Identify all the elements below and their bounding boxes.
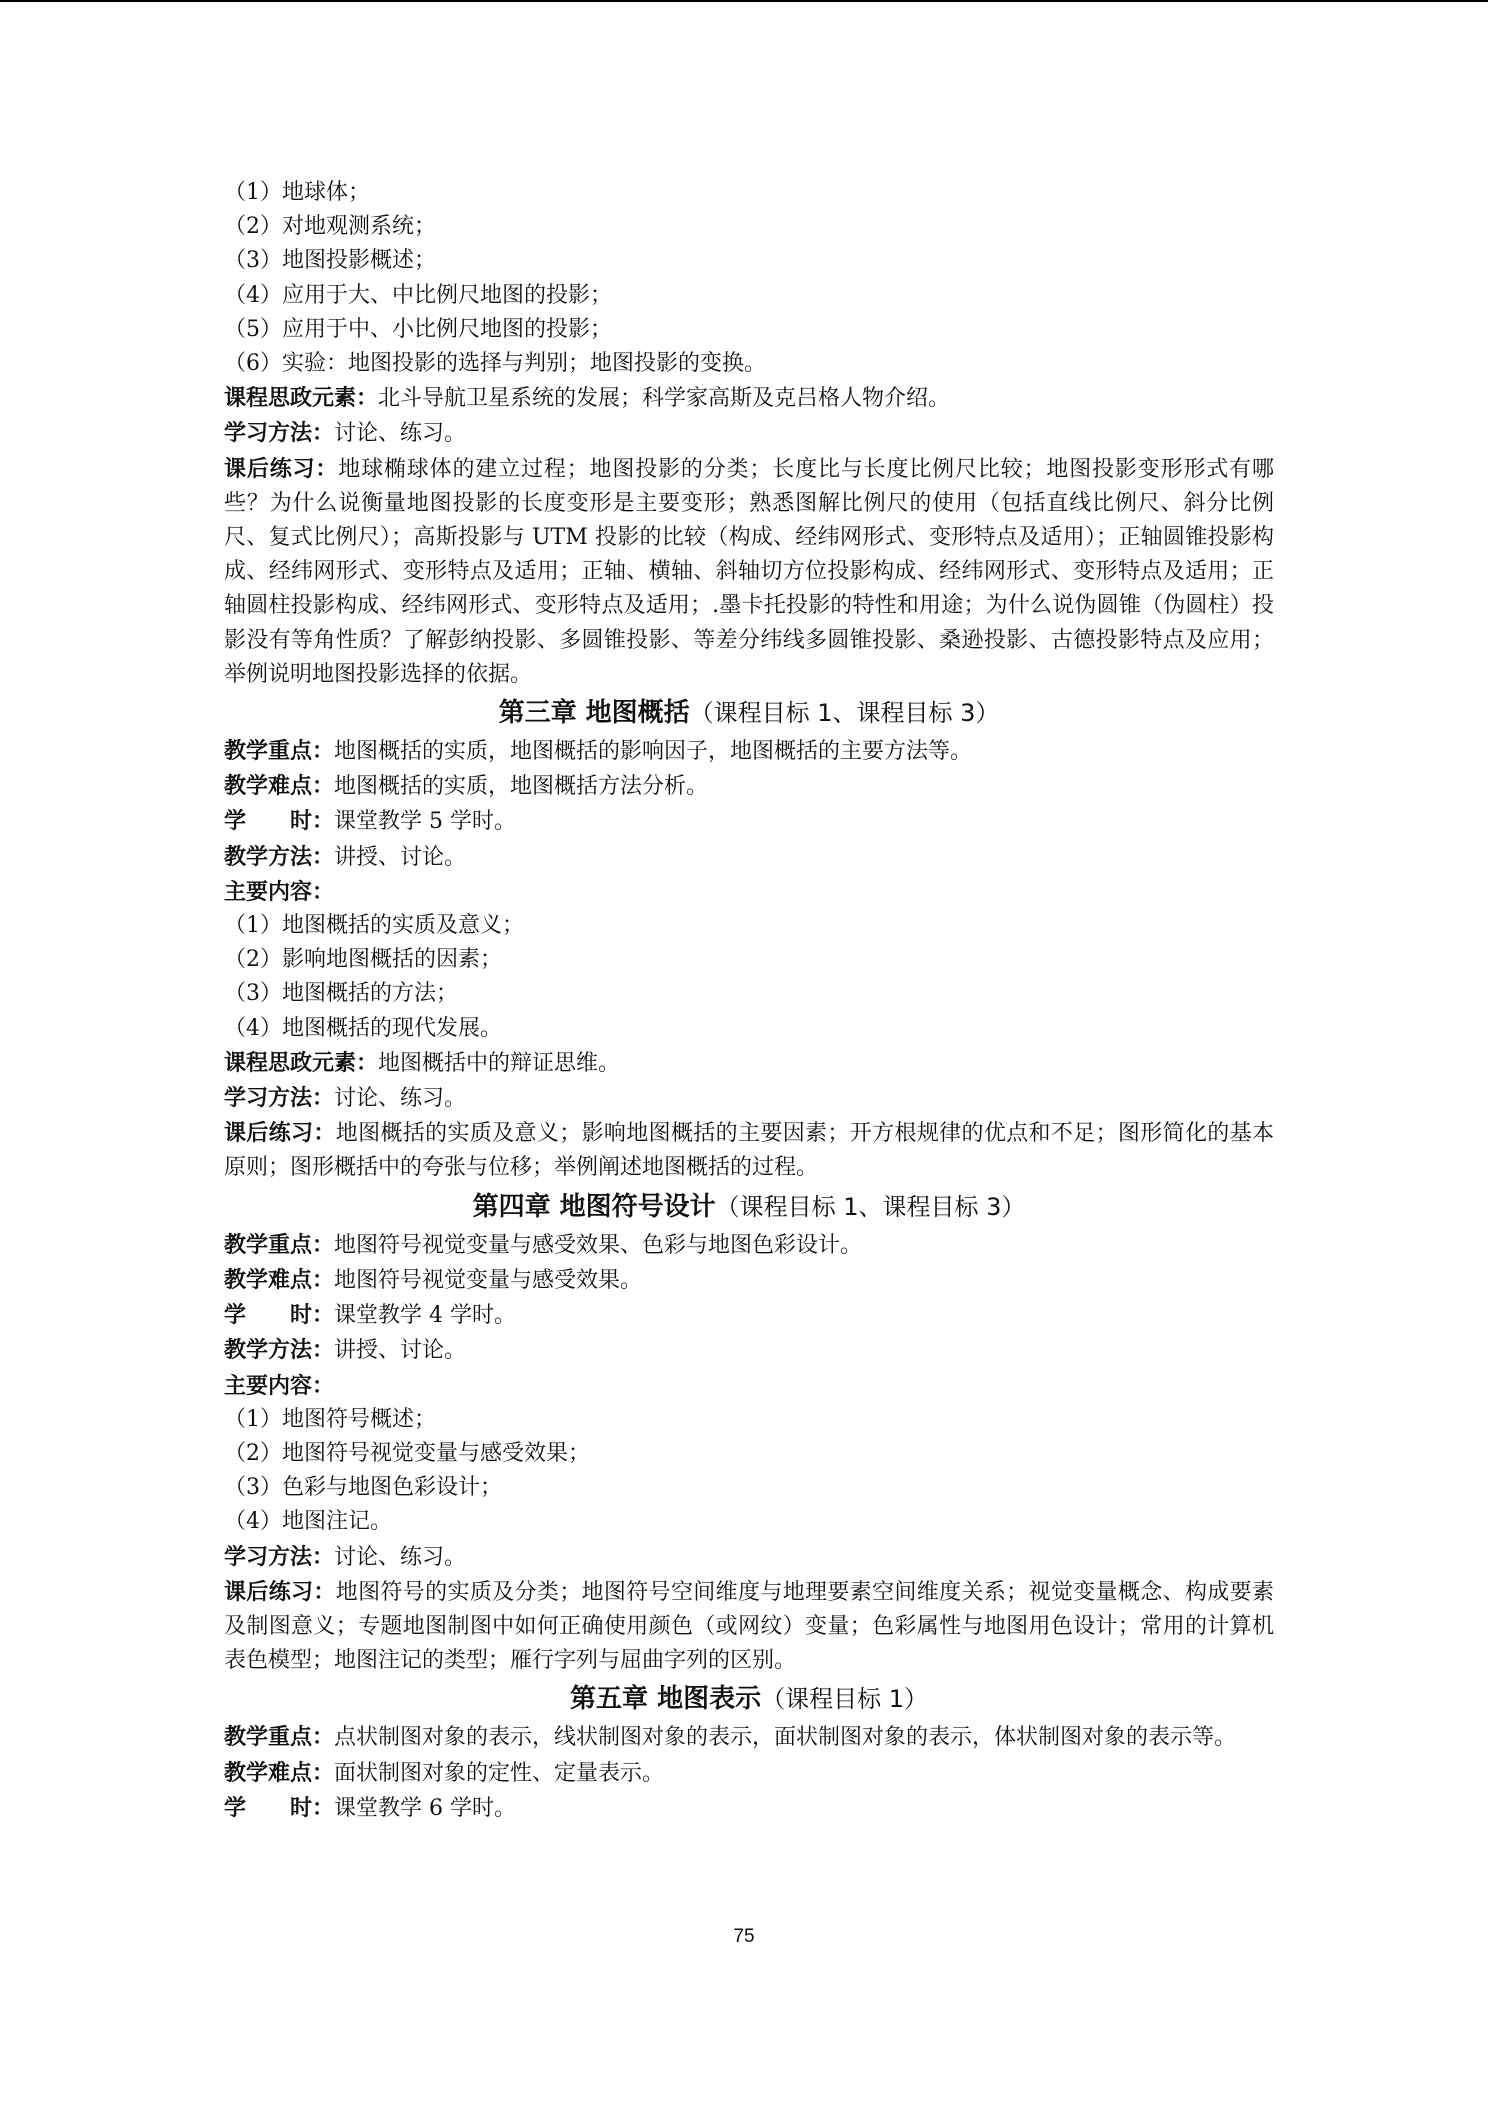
field-value: 点状制图对象的表示，线状制图对象的表示，面状制图对象的表示，体状制图对象的表示等。	[334, 1725, 1237, 1751]
list-item: （2）地图符号视觉变量与感受效果；	[224, 1440, 590, 1466]
field-value: 讲授、讨论。	[334, 1338, 467, 1364]
ch3-diff	[224, 769, 1274, 804]
field-value: 课堂教学 5 学时。	[334, 809, 516, 835]
chapter-goal: （课程目标 1）	[761, 1685, 928, 1714]
ch5-hours	[224, 1791, 1274, 1826]
chapter-title: 第四章 地图符号设计	[472, 1191, 716, 1222]
chapter-goal: （课程目标 1、课程目标 3）	[715, 1192, 1026, 1221]
list-item: （2）影响地图概括的因素；	[224, 947, 502, 973]
field-label: 教学难点：	[224, 1759, 335, 1786]
field-value: 地球椭球体的建立过程；地图投影的分类；长度比与长度比例尺比较；地图投影变形形式有哪些？为什么说衡量地图投影的长度变形是主要变形；熟悉图解比例尺的使用（包括直线比例尺、斜分比例尺、复式比例尺）；高斯投影与 UTM 投影的比较（构成、经纬网形式、变形特点及适用）；正轴圆锥投影构成、经纬网形式、变形特点及适用；正轴、横轴、斜轴切方位投影构成、经纬网形式、变形特点及适用；正轴圆柱投影构成、经纬网形式、变形特点及适用；.墨卡托投影的特性和用途；为什么说伪圆锥（伪圆柱）投影没有等角性质？了解彭纳投影、多圆锥投影、等差分纬线多圆锥投影、桑逊投影、古德投影特点及应用；举例说明地图投影选择的依据。	[224, 456, 1274, 687]
ch4-content-label: 主要内容：	[224, 1372, 335, 1399]
list-item: （4）地图概括的现代发展。	[224, 1015, 502, 1041]
ch4-exercise	[224, 1575, 1274, 1679]
ch2-method	[224, 416, 1274, 451]
ch3-method	[224, 1081, 1274, 1116]
field-label: 教学重点：	[224, 738, 335, 765]
field-value: 地图概括中的辩证思维。	[378, 1050, 621, 1076]
field-label: 课程思政元素：	[224, 385, 379, 412]
list-item: （3）地图投影概述；	[224, 248, 436, 274]
field-label: 学 时：	[224, 1794, 335, 1821]
field-label: 学习方法：	[224, 420, 335, 447]
field-value: 讨论、练习。	[334, 1086, 467, 1112]
chapter-title: 第五章 地图表示	[570, 1684, 762, 1715]
ch3-teach	[224, 840, 1274, 875]
field-label: 课后练习：	[224, 455, 339, 482]
field-label: 学 时：	[224, 808, 335, 835]
list-item: （4）地图注记。	[224, 1509, 392, 1535]
ch2-exercise	[224, 452, 1274, 692]
field-label: 课后练习：	[224, 1120, 336, 1147]
field-value: 面状制图对象的定性、定量表示。	[334, 1760, 665, 1786]
ch3-exercise	[224, 1116, 1274, 1185]
list-item: （5）应用于中、小比例尺地图的投影；	[224, 316, 612, 342]
ch4-diff	[224, 1263, 1274, 1298]
field-value: 讨论、练习。	[334, 1544, 467, 1570]
field-label: 教学方法：	[224, 1337, 335, 1364]
ch4-teach	[224, 1333, 1274, 1368]
page-number: 75	[733, 1926, 755, 1947]
field-value: 课堂教学 4 学时。	[334, 1303, 516, 1329]
ch4-key	[224, 1228, 1274, 1263]
field-value: 地图概括的实质，地图概括方法分析。	[334, 774, 709, 800]
field-label: 课程思政元素：	[224, 1049, 379, 1076]
ch5-diff	[224, 1756, 1274, 1791]
document-page	[224, 176, 1274, 1826]
ch3-content-label: 主要内容：	[224, 878, 335, 905]
chapter-heading	[224, 694, 1274, 732]
field-label: 学习方法：	[224, 1085, 335, 1112]
ch3-hours	[224, 804, 1274, 839]
ch4-hours	[224, 1298, 1274, 1333]
ch4-method	[224, 1540, 1274, 1575]
chapter-title: 第三章 地图概括	[498, 698, 690, 729]
list-item: （1）地图符号概述；	[224, 1406, 436, 1432]
list-item: （4）应用于大、中比例尺地图的投影；	[224, 282, 612, 308]
list-item: （1）地图概括的实质及意义；	[224, 913, 524, 939]
page-top-border	[0, 0, 1488, 2]
list-item: （2）对地观测系统；	[224, 214, 436, 240]
field-value: 讨论、练习。	[334, 421, 467, 447]
field-value: 地图概括的实质，地图概括的影响因子，地图概括的主要方法等。	[334, 739, 973, 765]
field-value: 北斗导航卫星系统的发展；科学家高斯及克吕格人物介绍。	[378, 386, 951, 412]
field-label: 教学方法：	[224, 843, 335, 870]
chapter-goal: （课程目标 1、课程目标 3）	[689, 699, 1000, 728]
chapter-heading	[224, 1188, 1274, 1226]
field-value: 课堂教学 6 学时。	[334, 1795, 516, 1821]
ch3-key	[224, 734, 1274, 769]
ch5-key	[224, 1720, 1274, 1755]
field-label: 教学重点：	[224, 1724, 335, 1751]
field-value: 地图符号的实质及分类；地图符号空间维度与地理要素空间维度关系；视觉变量概念、构成要素及制图意义；专题地图制图中如何正确使用颜色（或网纹）变量；色彩属性与地图用色设计；常用的计算机表色模型；地图注记的类型；雁行字列与屈曲字列的区别。	[224, 1579, 1274, 1674]
field-label: 教学难点：	[224, 1266, 335, 1293]
field-label: 教学难点：	[224, 773, 335, 800]
field-value: 讲授、讨论。	[334, 844, 467, 870]
field-label: 课后练习：	[224, 1578, 336, 1605]
ch2-sizheng	[224, 381, 1274, 416]
list-item: （6）实验：地图投影的选择与判别；地图投影的变换。	[224, 351, 766, 377]
field-value: 地图符号视觉变量与感受效果、色彩与地图色彩设计。	[334, 1232, 863, 1258]
list-item: （1）地球体；	[224, 180, 370, 205]
list-item: （3）地图概括的方法；	[224, 981, 458, 1007]
field-label: 学 时：	[224, 1302, 335, 1329]
field-label: 学习方法：	[224, 1543, 335, 1570]
chapter-heading	[224, 1680, 1274, 1718]
ch3-sizheng	[224, 1046, 1274, 1081]
list-item: （3）色彩与地图色彩设计；	[224, 1475, 502, 1501]
field-value: 地图符号视觉变量与感受效果。	[334, 1267, 643, 1293]
field-label: 教学重点：	[224, 1231, 335, 1258]
field-value: 地图概括的实质及意义；影响地图概括的主要因素；开方根规律的优点和不足；图形简化的基本原则；图形概括中的夸张与位移；举例阐述地图概括的过程。	[224, 1121, 1274, 1181]
